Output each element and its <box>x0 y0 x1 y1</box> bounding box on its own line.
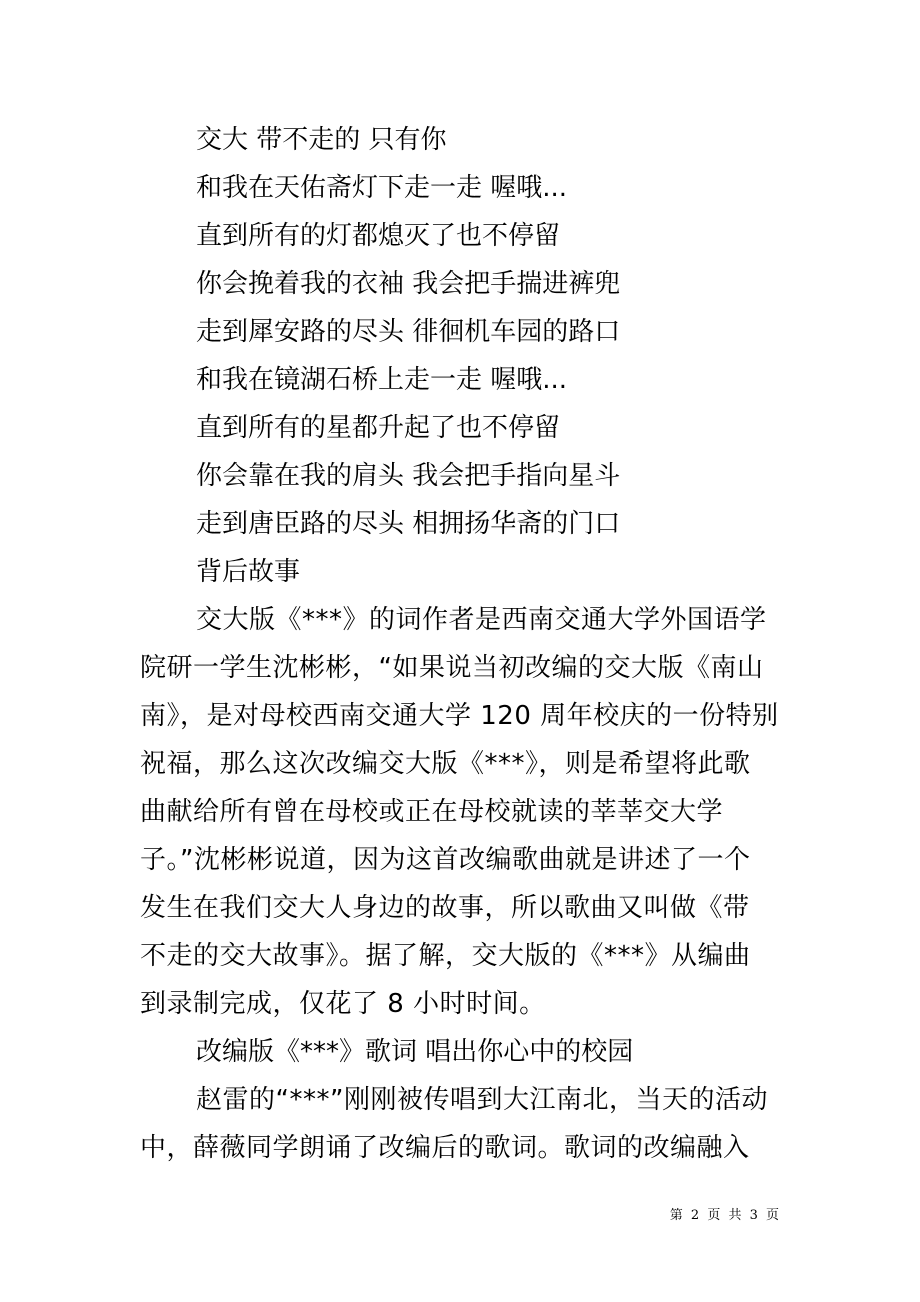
paragraph-line: 不走的交大故事》。据了解，交大版的《***》从编曲 <box>140 941 751 971</box>
lyric-line: 你会靠在我的肩头 我会把手指向星斗 <box>196 461 621 491</box>
story-paragraph <box>140 596 785 1028</box>
lyric-line: 直到所有的星都升起了也不停留 <box>196 413 561 443</box>
lyric-line: 走到犀安路的尽头 徘徊机车园的路口 <box>196 317 621 347</box>
paragraph-line: 发生在我们交大人身边的故事，所以歌曲又叫做《带 <box>140 893 750 923</box>
paragraph-line: 子。”沈彬彬说道，因为这首改编歌曲就是讲述了一个 <box>140 845 751 875</box>
section-heading-lyrics: 改编版《***》歌词 唱出你心中的校园 <box>196 1037 634 1067</box>
lyric-line: 和我在镜湖石桥上走一走 喔哦... <box>196 365 568 395</box>
page-number-footer: 第 2 页 共 3 页 <box>669 1208 781 1223</box>
lyrics-block <box>140 116 785 548</box>
lyric-line: 你会挽着我的衣袖 我会把手揣进裤兜 <box>196 269 621 299</box>
paragraph-line: 交大版《***》的词作者是西南交通大学外国语学 <box>196 605 767 635</box>
lyric-line: 和我在天佑斋灯下走一走 喔哦... <box>196 173 568 203</box>
lyric-line: 交大 带不走的 只有你 <box>196 125 447 155</box>
paragraph-line: 中，薛薇同学朗诵了改编后的歌词。歌词的改编融入 <box>140 1133 750 1163</box>
page-content <box>140 116 785 1172</box>
paragraph-line: 祝福，那么这次改编交大版《***》，则是希望将此歌 <box>140 749 751 779</box>
paragraph-line: 到录制完成，仅花了 8 小时时间。 <box>140 989 546 1019</box>
paragraph-line: 院研一学生沈彬彬，“如果说当初改编的交大版《南山 <box>140 653 764 683</box>
lyrics-paragraph <box>140 1076 785 1172</box>
section-heading-story: 背后故事 <box>196 557 301 587</box>
lyric-line: 直到所有的灯都熄灭了也不停留 <box>196 221 561 251</box>
lyric-line: 走到唐臣路的尽头 相拥扬华斋的门口 <box>196 509 621 539</box>
paragraph-line: 赵雷的“***”刚刚被传唱到大江南北，当天的活动 <box>196 1085 768 1115</box>
paragraph-line: 曲献给所有曾在母校或正在母校就读的莘莘交大学 <box>140 797 724 827</box>
paragraph-line: 南》，是对母校西南交通大学 120 周年校庆的一份特别 <box>140 701 779 731</box>
